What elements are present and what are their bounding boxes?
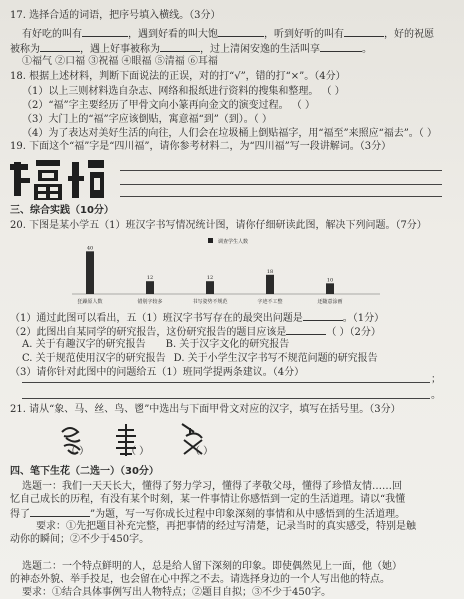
fu-seal-script-image bbox=[10, 156, 110, 202]
chart-bars bbox=[77, 245, 342, 305]
chart-bar-5 bbox=[326, 283, 334, 294]
q20-line-end-1: ； bbox=[431, 374, 441, 385]
q17-blank-5[interactable] bbox=[160, 42, 200, 52]
section-3-title: 三、综合实践（10分） bbox=[10, 205, 114, 216]
q17-blank-3[interactable] bbox=[344, 27, 384, 37]
essay-1-line-2: 忆自己成长的历程，有没有某个时刻，某一件事情让你感悟到一定的生活道理。请以“我懂 bbox=[10, 494, 406, 505]
essay-1-line-3: 得了 ”为题，写一写你成长过程中印象深刻的事情和从中感悟到的生活道理。 bbox=[10, 509, 406, 520]
chart-category-label-4: 字迹不工整 bbox=[257, 299, 283, 305]
q20-sub-3: （3）请你针对此图中的问题给五（1）班同学提两条建议。（4分） bbox=[10, 367, 305, 378]
q18-stem: 18. 根据上述材料，判断下面说法的正误，对的打“√”，错的打“×”。（4分） bbox=[10, 71, 346, 82]
q20-sub-2: （2）此图出自某同学的研究报告，这份研究报告的题目应该是 （ ）（2分） bbox=[10, 327, 381, 338]
chart-bar-4 bbox=[266, 275, 274, 294]
q20-bar-chart bbox=[60, 236, 400, 308]
q21-stem: 21. 请从“象、马、丝、鸟、鬯”中选出与下面甲骨文对应的汉字，填写在括号里。（3分） bbox=[10, 404, 401, 415]
section-4-title: 四、笔下生花（二选一）（30分） bbox=[10, 466, 159, 477]
q17-options: ①福气 ②口福 ③祝福 ④眼福 ⑤清福 ⑥耳福 bbox=[22, 56, 218, 67]
q20-answer-line-1[interactable] bbox=[22, 382, 430, 383]
q19-answer-line-1[interactable] bbox=[120, 170, 442, 171]
chart-category-label-5: 还随意涂画 bbox=[317, 299, 343, 305]
essay-2-line-1: 选题二：一个特点鲜明的人，总是给人留下深刻的印象。即使偶然见上一面，他（她） bbox=[22, 561, 402, 572]
legend-label: 调查学生人数 bbox=[218, 239, 249, 245]
q21-paren-1[interactable]: （ ） bbox=[66, 446, 90, 457]
essay-1-req-2: 动你的瞬间；②不少于450字。 bbox=[10, 534, 150, 545]
chart-bar-3 bbox=[206, 281, 214, 294]
q20-blank-1[interactable] bbox=[303, 311, 343, 321]
q20-option-ab: A. 关于有趣汉字的研究报告 B. 关于汉字文化的研究报告 bbox=[22, 339, 290, 350]
q17-blank-6[interactable] bbox=[320, 42, 362, 52]
q20-sub-1: （1）通过此图可以看出，五（1）班汉字书写存在的最突出问题是 。（1分） bbox=[10, 313, 385, 324]
essay-title-blank[interactable] bbox=[30, 507, 90, 517]
chart-value-label-5: 10 bbox=[326, 277, 334, 284]
q21-paren-2[interactable]: （ ） bbox=[126, 446, 150, 457]
chart-value-label-2: 12 bbox=[146, 275, 154, 282]
q18-item-3: （3）大门上的“福”字应该倒贴，寓意福“到”（到）。（ ） bbox=[22, 114, 272, 125]
q17-blank-1[interactable] bbox=[82, 27, 128, 37]
q19-answer-line-3[interactable] bbox=[120, 196, 442, 197]
q19-stem: 19. 下面这个“福”字是“四川福”，请你参考材料二，为“四川福”写一段讲解词。（3分） bbox=[10, 141, 392, 152]
q17-sentence-1: 有好吃的叫有 ，遇到好看的叫大饱 ，听到好听的叫有 ，好的祝愿 bbox=[22, 29, 434, 40]
q20-stem: 20. 下图是某小学五（1）班汉字书写情况统计图，请你仔细研读此图，解决下列问题。（7分） bbox=[10, 220, 427, 231]
q17-blank-2[interactable] bbox=[218, 27, 264, 37]
legend-swatch bbox=[208, 238, 213, 243]
chart-value-label-3: 12 bbox=[206, 275, 214, 282]
q18-item-1: （1）以上三则材料选自杂志、网络和报纸进行资料的搜集和整理。 （ ） bbox=[22, 86, 345, 97]
q20-option-cd: C. 关于规范使用汉字的研究报告 D. 关于小学生汉字书写不规范问题的研究报告 bbox=[22, 353, 378, 364]
chart-value-label-1: 40 bbox=[86, 245, 94, 252]
q17-sentence-2: 被称为 ，遇上好事被称为 ，过上清闲安逸的生活叫享 。 bbox=[10, 44, 372, 55]
chart-category-label-3: 书写姿势不规范 bbox=[192, 299, 228, 305]
chart-category-label-1: 狂躁原人数 bbox=[77, 299, 103, 305]
q17-blank-4[interactable] bbox=[40, 42, 80, 52]
q19-answer-line-2[interactable] bbox=[120, 184, 442, 185]
chart-bar-1 bbox=[86, 251, 94, 294]
q18-item-2: （2）“福”字主要经历了甲骨文向小篆再向金文的演变过程。 （ ） bbox=[22, 100, 315, 111]
q20-line-end-2: 。 bbox=[431, 390, 441, 401]
q20-answer-line-2[interactable] bbox=[22, 398, 430, 399]
essay-2-req: 要求：①结合具体事例写出人物特点；②题目自拟；③不少于450字。 bbox=[22, 587, 332, 598]
q20-blank-2[interactable] bbox=[286, 325, 326, 335]
q18-item-4: （4）为了表达对美好生活的向往，人们会在垃圾桶上倒贴福字，用“福至”来照应“福去”。（ ） bbox=[22, 128, 437, 139]
chart-legend bbox=[208, 238, 248, 245]
essay-1-req-1: 要求：①先把题目补充完整，再把事情的经过写清楚，记录当时的真实感受，特别是触 bbox=[36, 521, 416, 532]
q17-stem: 17. 选择合适的词语，把序号填入横线。（3分） bbox=[10, 10, 221, 21]
chart-bar-2 bbox=[146, 281, 154, 294]
essay-2-line-2: 的神态外貌、举手投足，也会留在心中挥之不去。请选择身边的一个人写出他的特点。 bbox=[10, 574, 390, 585]
essay-1-line-1: 选题一：我们一天天长大，懂得了努力学习，懂得了孝敬父母，懂得了珍惜友情……回 bbox=[22, 481, 402, 492]
chart-category-label-2: 错别字较多 bbox=[137, 299, 163, 305]
chart-value-label-4: 18 bbox=[266, 268, 274, 275]
q21-paren-3[interactable]: （ ） bbox=[190, 446, 214, 457]
